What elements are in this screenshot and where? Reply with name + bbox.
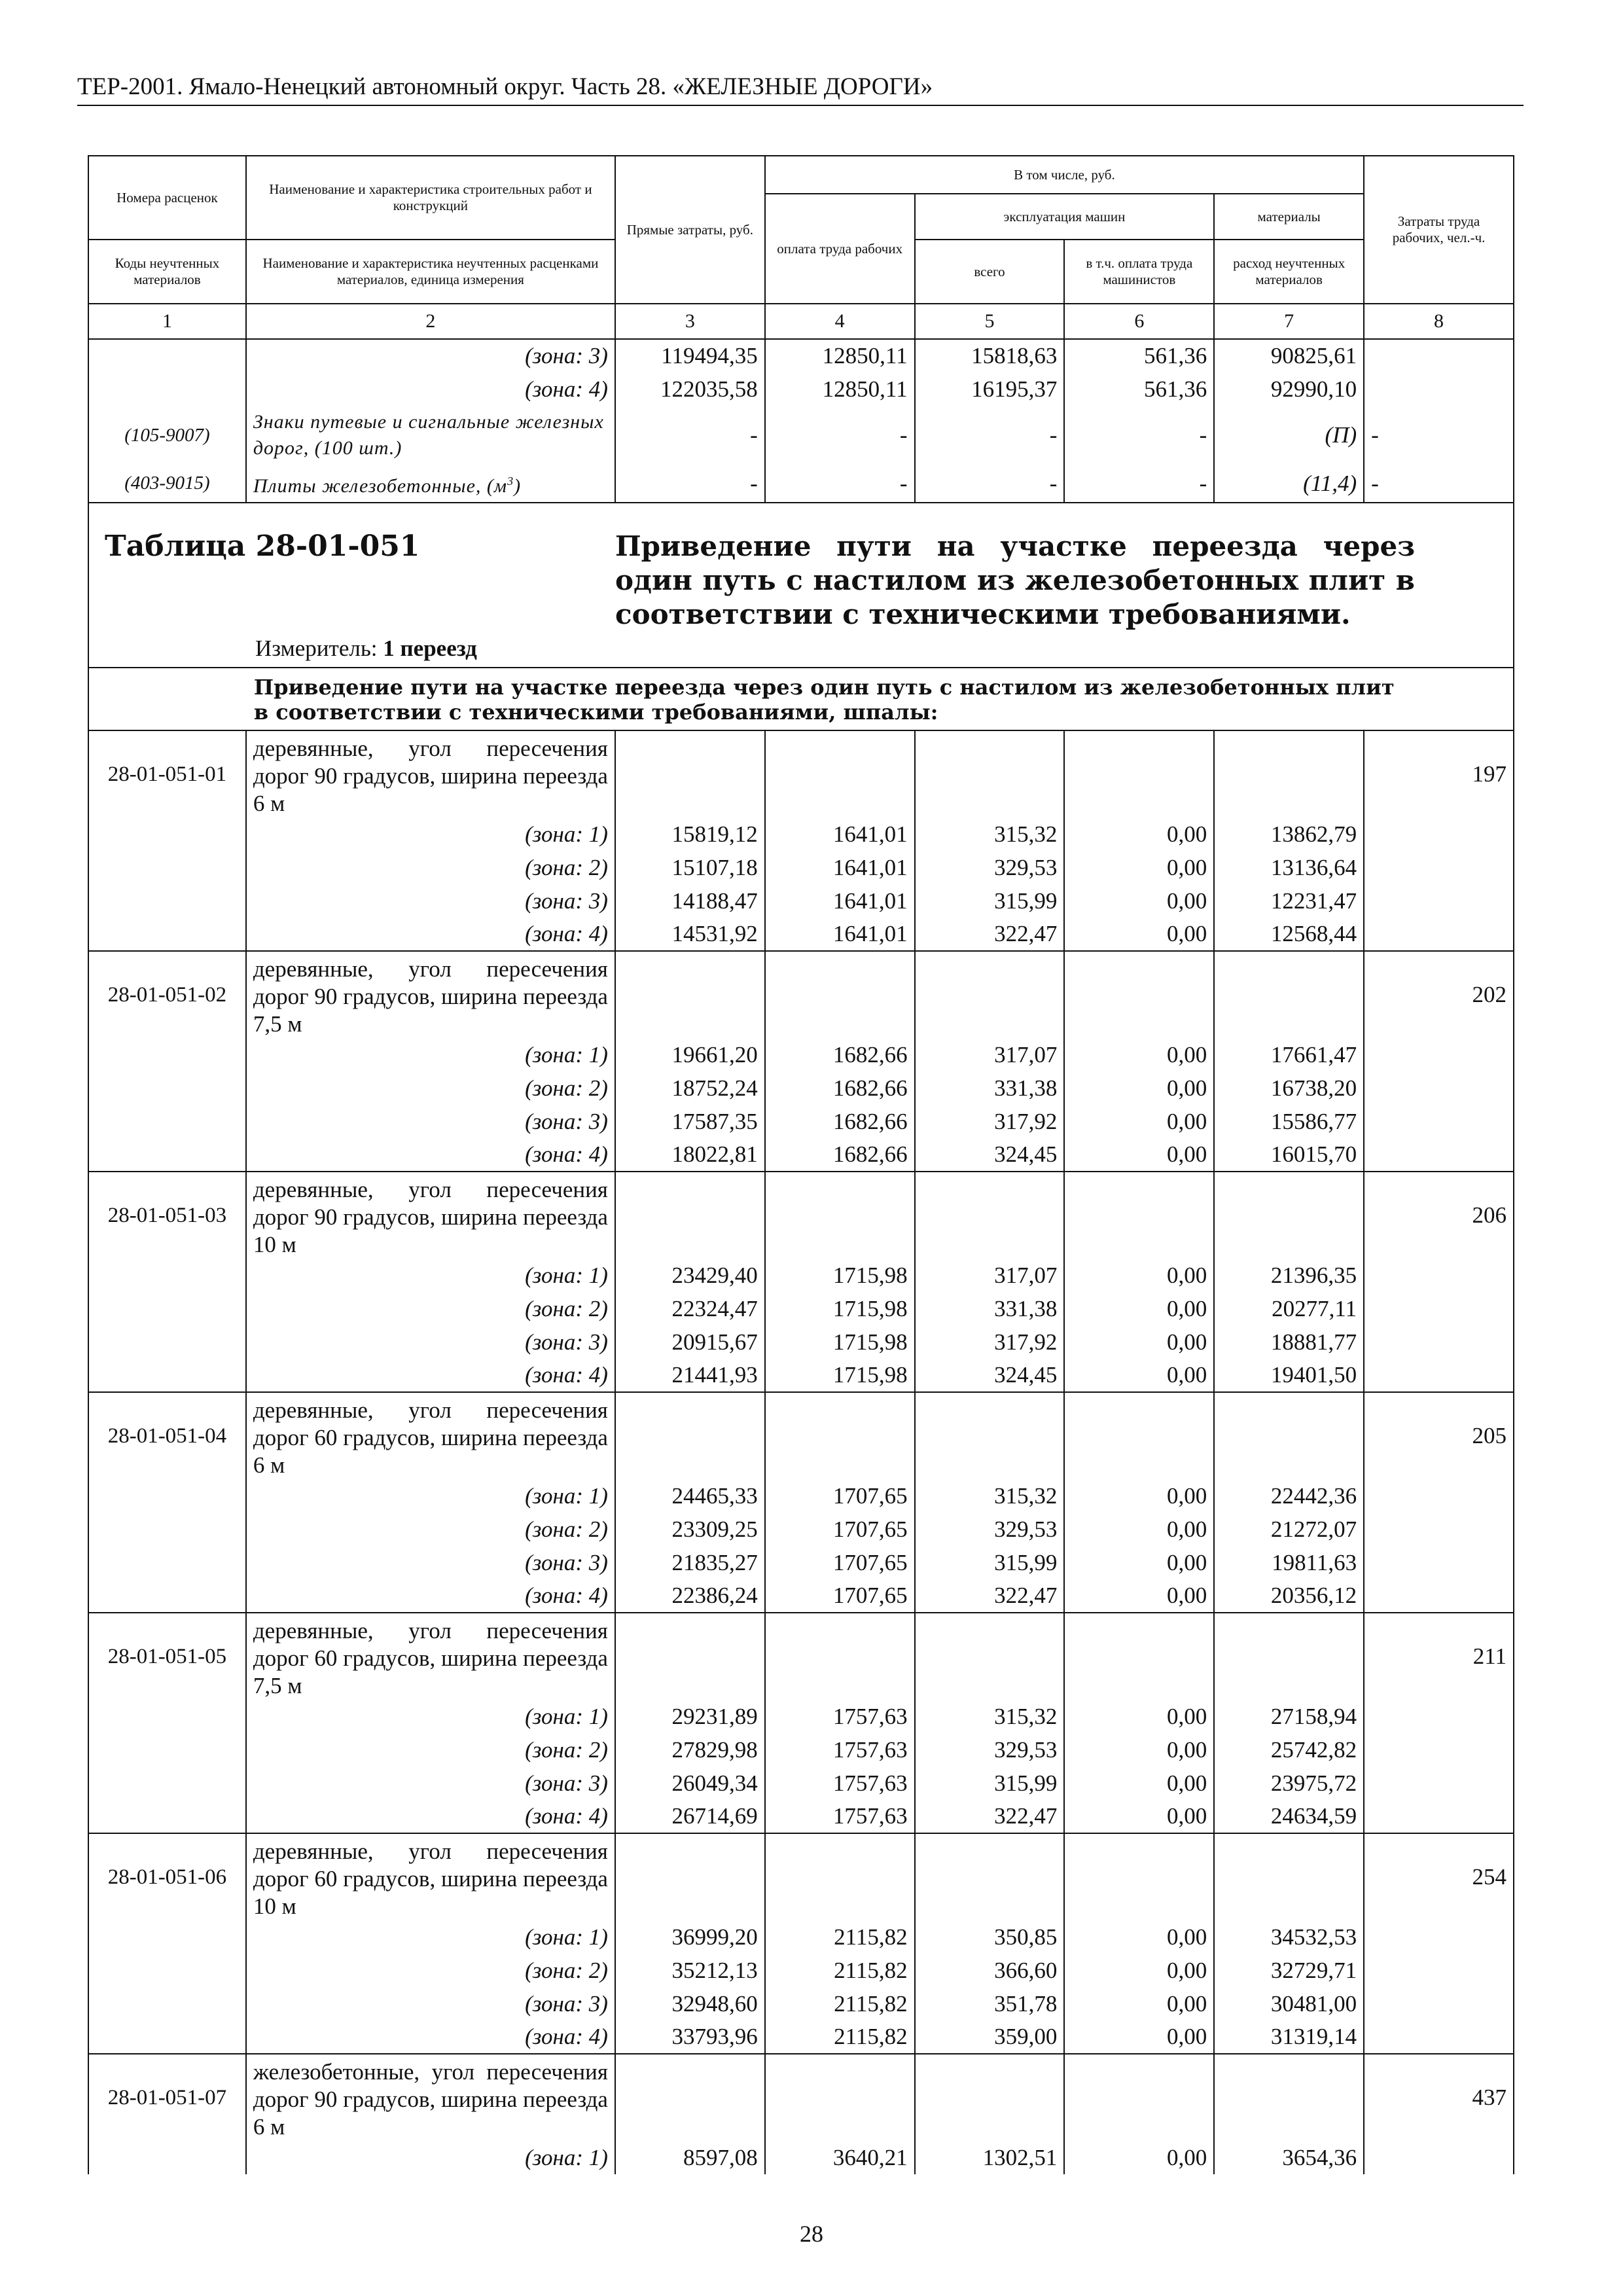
worker-pay: 1641,01 <box>765 884 915 918</box>
labor-costs: 211 <box>1364 1613 1514 1700</box>
subheading-text: Приведение пути на участке переезда через один путь с настилом из железобетонных плит в соответствии с техническими требованиями, шпалы: <box>253 675 1395 725</box>
direct-costs: 35212,13 <box>615 1954 765 1987</box>
machines-total: 329,53 <box>915 1513 1065 1546</box>
rate-description: деревянные, угол пересечения дорог 60 градусов, ширина переезда 10 м <box>246 1833 615 1920</box>
operator-pay: 0,00 <box>1064 817 1214 851</box>
column-numbers-row <box>88 304 1514 339</box>
materials-cost: 25742,82 <box>1214 1733 1364 1767</box>
material-row <box>88 465 1514 503</box>
machines-total: 331,38 <box>915 1071 1065 1105</box>
zone-row <box>88 918 1514 951</box>
zone-row <box>88 1733 1514 1767</box>
zone-label: (зона: 1) <box>246 2141 615 2174</box>
direct-costs: 119494,35 <box>615 339 765 372</box>
zone-label: (зона: 3) <box>246 1105 615 1138</box>
header-material-names: Наименование и характеристика неучтенных расценками материалов, единица измерения <box>246 240 615 304</box>
zone-row <box>88 1292 1514 1325</box>
zone-label: (зона: 2) <box>246 1071 615 1105</box>
material-name-end: ) <box>514 475 522 497</box>
operator-pay: 0,00 <box>1064 1359 1214 1392</box>
zone-label: (зона: 4) <box>246 372 615 406</box>
running-head: ТЕР-2001. Ямало-Ненецкий автономный округ. Часть 28. «ЖЕЛЕЗНЫЕ ДОРОГИ» <box>77 71 1524 106</box>
materials-cost: 30481,00 <box>1214 1987 1364 2020</box>
zone-row <box>88 1259 1514 1292</box>
machines-total: 350,85 <box>915 1920 1065 1954</box>
materials-cost: 20277,11 <box>1214 1292 1364 1325</box>
operator-pay: 0,00 <box>1064 1767 1214 1800</box>
direct-costs: 36999,20 <box>615 1920 765 1954</box>
zone-label: (зона: 4) <box>246 1359 615 1392</box>
worker-pay: 1715,98 <box>765 1359 915 1392</box>
worker-pay: 1707,65 <box>765 1579 915 1613</box>
page-number: 28 <box>800 2221 823 2247</box>
worker-pay: 1641,01 <box>765 817 915 851</box>
operator-pay: 0,00 <box>1064 1800 1214 1833</box>
operator-pay: - <box>1064 406 1214 465</box>
machines-total: 324,45 <box>915 1359 1065 1392</box>
materials-cost: 90825,61 <box>1214 339 1364 372</box>
direct-costs: 19661,20 <box>615 1038 765 1071</box>
zone-label: (зона: 2) <box>246 1954 615 1987</box>
direct-costs: - <box>615 406 765 465</box>
rate-row <box>88 1392 1514 1479</box>
zone-label: (зона: 3) <box>246 884 615 918</box>
direct-costs: 21441,93 <box>615 1359 765 1392</box>
operator-pay: 0,00 <box>1064 1920 1214 1954</box>
column-number: 5 <box>915 304 1065 339</box>
zone-row <box>88 1767 1514 1800</box>
operator-pay: 0,00 <box>1064 1479 1214 1513</box>
direct-costs: 29231,89 <box>615 1700 765 1733</box>
direct-costs: 22386,24 <box>615 1579 765 1613</box>
materials-cost: 12568,44 <box>1214 918 1364 951</box>
zone-label: (зона: 4) <box>246 2020 615 2054</box>
machines-total: 315,99 <box>915 884 1065 918</box>
labor-costs: 254 <box>1364 1833 1514 1920</box>
rate-row <box>88 951 1514 1038</box>
materials-cost: 18881,77 <box>1214 1325 1364 1359</box>
operator-pay: 0,00 <box>1064 851 1214 884</box>
rate-code: 28-01-051-04 <box>88 1392 246 1479</box>
direct-costs: 122035,58 <box>615 372 765 406</box>
zone-label: (зона: 2) <box>246 1733 615 1767</box>
worker-pay: 1682,66 <box>765 1105 915 1138</box>
machines-total: 315,32 <box>915 817 1065 851</box>
header-direct-costs: Прямые затраты, руб. <box>615 156 765 304</box>
zone-label: (зона: 3) <box>246 1767 615 1800</box>
operator-pay: 0,00 <box>1064 1105 1214 1138</box>
worker-pay: 1707,65 <box>765 1546 915 1579</box>
material-name-text: Плиты железобетонные, (м <box>253 475 508 497</box>
materials-cost: 31319,14 <box>1214 2020 1364 2054</box>
labor-costs: - <box>1364 406 1514 465</box>
machines-total: 317,92 <box>915 1105 1065 1138</box>
header-labor-costs: Затраты труда рабочих, чел.-ч. <box>1364 156 1514 304</box>
operator-pay: 0,00 <box>1064 1292 1214 1325</box>
direct-costs: 14188,47 <box>615 884 765 918</box>
machines-total: 317,07 <box>915 1259 1065 1292</box>
worker-pay: 1707,65 <box>765 1479 915 1513</box>
materials-cost: 32729,71 <box>1214 1954 1364 1987</box>
material-name <box>246 465 615 503</box>
worker-pay: 1715,98 <box>765 1259 915 1292</box>
rate-description: деревянные, угол пересечения дорог 90 градусов, ширина переезда 6 м <box>246 730 615 817</box>
machines-total: 322,47 <box>915 1579 1065 1613</box>
header-worker-pay: оплата труда рабочих <box>765 194 915 304</box>
direct-costs: 22324,47 <box>615 1292 765 1325</box>
worker-pay: 1757,63 <box>765 1800 915 1833</box>
materials-cost: 19401,50 <box>1214 1359 1364 1392</box>
labor-costs: 197 <box>1364 730 1514 817</box>
zone-label: (зона: 1) <box>246 1259 615 1292</box>
operator-pay: 0,00 <box>1064 918 1214 951</box>
header-materials: материалы <box>1214 194 1364 240</box>
direct-costs: 24465,33 <box>615 1479 765 1513</box>
zone-row <box>88 1920 1514 1954</box>
zone-row <box>88 1513 1514 1546</box>
material-row <box>88 406 1514 465</box>
rate-code: 28-01-051-02 <box>88 951 246 1038</box>
machines-total: 317,92 <box>915 1325 1065 1359</box>
machines-total: 16195,37 <box>915 372 1065 406</box>
materials-cost: 21396,35 <box>1214 1259 1364 1292</box>
worker-pay: 1707,65 <box>765 1513 915 1546</box>
direct-costs: 14531,92 <box>615 918 765 951</box>
rate-description: деревянные, угол пересечения дорог 90 градусов, ширина переезда 7,5 м <box>246 951 615 1038</box>
direct-costs: 8597,08 <box>615 2141 765 2174</box>
zone-label: (зона: 2) <box>246 1513 615 1546</box>
rate-row <box>88 1833 1514 1920</box>
zone-label: (зона: 1) <box>246 817 615 851</box>
column-number: 3 <box>615 304 765 339</box>
direct-costs: 18752,24 <box>615 1071 765 1105</box>
zone-row <box>88 1359 1514 1392</box>
zone-label: (зона: 1) <box>246 1479 615 1513</box>
machines-total: 315,32 <box>915 1479 1065 1513</box>
table-subheading <box>88 668 1514 730</box>
machines-total: 317,07 <box>915 1038 1065 1071</box>
worker-pay: 1757,63 <box>765 1767 915 1800</box>
materials-cost: 13136,64 <box>1214 851 1364 884</box>
worker-pay: 2115,82 <box>765 1954 915 1987</box>
operator-pay: 0,00 <box>1064 1954 1214 1987</box>
header-machines-total: всего <box>915 240 1065 304</box>
zone-label: (зона: 2) <box>246 1292 615 1325</box>
machines-total: - <box>915 406 1065 465</box>
zone-row <box>88 1138 1514 1172</box>
material-consumption: (11,4) <box>1214 465 1364 503</box>
zone-label: (зона: 1) <box>246 1038 615 1071</box>
zone-row <box>88 1071 1514 1105</box>
operator-pay: 0,00 <box>1064 1700 1214 1733</box>
operator-pay: 561,36 <box>1064 339 1214 372</box>
direct-costs: 32948,60 <box>615 1987 765 2020</box>
zone-row <box>88 2141 1514 2174</box>
zone-row <box>88 1546 1514 1579</box>
materials-cost: 16738,20 <box>1214 1071 1364 1105</box>
direct-costs: 23429,40 <box>615 1259 765 1292</box>
direct-costs: 15819,12 <box>615 817 765 851</box>
material-name: Знаки путевые и сигнальные железных дорог, (100 шт.) <box>246 406 615 465</box>
materials-cost: 34532,53 <box>1214 1920 1364 1954</box>
zone-row <box>88 1325 1514 1359</box>
operator-pay: 0,00 <box>1064 1733 1214 1767</box>
zone-label: (зона: 3) <box>246 1987 615 2020</box>
machines-total: 1302,51 <box>915 2141 1065 2174</box>
table-caption <box>88 503 1514 668</box>
operator-pay: 0,00 <box>1064 884 1214 918</box>
materials-cost: 20356,12 <box>1214 1579 1364 1613</box>
column-number: 6 <box>1064 304 1214 339</box>
worker-pay: 1715,98 <box>765 1325 915 1359</box>
labor-costs: 206 <box>1364 1172 1514 1259</box>
column-number: 7 <box>1214 304 1364 339</box>
header-work-name: Наименование и характеристика строительных работ и конструкций <box>246 156 615 240</box>
material-code: (105-9007) <box>88 406 246 465</box>
rate-row <box>88 730 1514 817</box>
direct-costs: 33793,96 <box>615 2020 765 2054</box>
machines-total: 15818,63 <box>915 339 1065 372</box>
zone-row <box>88 2020 1514 2054</box>
rate-code: 28-01-051-01 <box>88 730 246 817</box>
column-number: 1 <box>88 304 246 339</box>
rate-row <box>88 2054 1514 2141</box>
machines-total: 315,99 <box>915 1546 1065 1579</box>
rate-row <box>88 1613 1514 1700</box>
table-title: Таблица 28-01-051 <box>105 529 420 563</box>
header-unaccounted-materials: расход неучтенных материалов <box>1214 240 1364 304</box>
machines-total: 351,78 <box>915 1987 1065 2020</box>
worker-pay: 12850,11 <box>765 372 915 406</box>
machines-total: 329,53 <box>915 851 1065 884</box>
worker-pay: 2115,82 <box>765 1920 915 1954</box>
zone-row <box>88 1954 1514 1987</box>
column-number: 4 <box>765 304 915 339</box>
worker-pay: 12850,11 <box>765 339 915 372</box>
worker-pay: 1641,01 <box>765 851 915 884</box>
header-operator-pay: в т.ч. оплата труда машинистов <box>1064 240 1214 304</box>
direct-costs: 15107,18 <box>615 851 765 884</box>
header-material-codes: Коды неучтенных материалов <box>88 240 246 304</box>
carryover-zone-row <box>88 339 1514 372</box>
unit-value: 1 переезд <box>383 636 477 661</box>
zone-label: (зона: 3) <box>246 1546 615 1579</box>
operator-pay: 0,00 <box>1064 1259 1214 1292</box>
zone-label: (зона: 4) <box>246 1138 615 1172</box>
operator-pay: 0,00 <box>1064 1138 1214 1172</box>
rate-description: железобетонные, угол пересечения дорог 90 градусов, ширина переезда 6 м <box>246 2054 615 2141</box>
rate-row <box>88 1172 1514 1259</box>
zone-label: (зона: 3) <box>246 1325 615 1359</box>
direct-costs: 17587,35 <box>615 1105 765 1138</box>
zone-row <box>88 1479 1514 1513</box>
direct-costs: 23309,25 <box>615 1513 765 1546</box>
machines-total: 315,99 <box>915 1767 1065 1800</box>
rate-description: деревянные, угол пересечения дорог 60 градусов, ширина переезда 7,5 м <box>246 1613 615 1700</box>
labor-costs: - <box>1364 465 1514 503</box>
zone-label: (зона: 4) <box>246 918 615 951</box>
materials-cost: 24634,59 <box>1214 1800 1364 1833</box>
zone-row <box>88 1700 1514 1733</box>
zone-label: (зона: 3) <box>246 339 615 372</box>
worker-pay: 2115,82 <box>765 2020 915 2054</box>
direct-costs: 27829,98 <box>615 1733 765 1767</box>
worker-pay: 1682,66 <box>765 1138 915 1172</box>
materials-cost: 19811,63 <box>1214 1546 1364 1579</box>
rate-code: 28-01-051-03 <box>88 1172 246 1259</box>
materials-cost: 3654,36 <box>1214 2141 1364 2174</box>
header-including: В том числе, руб. <box>765 156 1364 194</box>
operator-pay: 0,00 <box>1064 1038 1214 1071</box>
machines-total: 329,53 <box>915 1733 1065 1767</box>
zone-row <box>88 1579 1514 1613</box>
worker-pay: - <box>765 465 915 503</box>
operator-pay: 0,00 <box>1064 1987 1214 2020</box>
zone-row <box>88 817 1514 851</box>
worker-pay: - <box>765 406 915 465</box>
column-number: 8 <box>1364 304 1514 339</box>
zone-row <box>88 1800 1514 1833</box>
material-consumption: (П) <box>1214 406 1364 465</box>
direct-costs: 21835,27 <box>615 1546 765 1579</box>
operator-pay: 0,00 <box>1064 2020 1214 2054</box>
materials-cost: 15586,77 <box>1214 1105 1364 1138</box>
worker-pay: 1682,66 <box>765 1071 915 1105</box>
operator-pay: 0,00 <box>1064 1546 1214 1579</box>
price-table <box>88 155 1514 2174</box>
labor-costs: 437 <box>1364 2054 1514 2141</box>
operator-pay: 561,36 <box>1064 372 1214 406</box>
rate-code: 28-01-051-06 <box>88 1833 246 1920</box>
machines-total: - <box>915 465 1065 503</box>
worker-pay: 2115,82 <box>765 1987 915 2020</box>
zone-label: (зона: 1) <box>246 1920 615 1954</box>
machines-total: 331,38 <box>915 1292 1065 1325</box>
materials-cost: 12231,47 <box>1214 884 1364 918</box>
column-number: 2 <box>246 304 615 339</box>
zone-row <box>88 1987 1514 2020</box>
materials-cost: 16015,70 <box>1214 1138 1364 1172</box>
zone-label: (зона: 1) <box>246 1700 615 1733</box>
machines-total: 322,47 <box>915 1800 1065 1833</box>
machines-total: 324,45 <box>915 1138 1065 1172</box>
rate-description: деревянные, угол пересечения дорог 90 градусов, ширина переезда 10 м <box>246 1172 615 1259</box>
machines-total: 359,00 <box>915 2020 1065 2054</box>
zone-row <box>88 851 1514 884</box>
rate-description: деревянные, угол пересечения дорог 60 градусов, ширина переезда 6 м <box>246 1392 615 1479</box>
rate-code: 28-01-051-05 <box>88 1613 246 1700</box>
labor-costs: 202 <box>1364 951 1514 1038</box>
direct-costs: 26049,34 <box>615 1767 765 1800</box>
zone-label: (зона: 2) <box>246 851 615 884</box>
materials-cost: 17661,47 <box>1214 1038 1364 1071</box>
measurement-unit <box>255 636 477 662</box>
worker-pay: 1715,98 <box>765 1292 915 1325</box>
zone-label: (зона: 4) <box>246 1800 615 1833</box>
operator-pay: 0,00 <box>1064 1071 1214 1105</box>
materials-cost: 13862,79 <box>1214 817 1364 851</box>
materials-cost: 21272,07 <box>1214 1513 1364 1546</box>
operator-pay: 0,00 <box>1064 1325 1214 1359</box>
operator-pay: - <box>1064 465 1214 503</box>
machines-total: 315,32 <box>915 1700 1065 1733</box>
header-machines: эксплуатация машин <box>915 194 1215 240</box>
unit-label: Измеритель: <box>255 636 383 661</box>
worker-pay: 1682,66 <box>765 1038 915 1071</box>
worker-pay: 3640,21 <box>765 2141 915 2174</box>
direct-costs: 20915,67 <box>615 1325 765 1359</box>
labor-costs: 205 <box>1364 1392 1514 1479</box>
worker-pay: 1757,63 <box>765 1700 915 1733</box>
material-code: (403-9015) <box>88 465 246 503</box>
operator-pay: 0,00 <box>1064 2141 1214 2174</box>
materials-cost: 22442,36 <box>1214 1479 1364 1513</box>
direct-costs: 18022,81 <box>615 1138 765 1172</box>
zone-row <box>88 884 1514 918</box>
table-description: Приведение пути на участке переезда через один путь с настилом из железобетонных плит в соответствии с техническими требованиями. <box>615 530 1415 630</box>
zone-row <box>88 1038 1514 1071</box>
header-rate-numbers: Номера расценок <box>88 156 246 240</box>
machines-total: 366,60 <box>915 1954 1065 1987</box>
material-name-sup: 3 <box>507 474 514 488</box>
operator-pay: 0,00 <box>1064 1513 1214 1546</box>
materials-cost: 92990,10 <box>1214 372 1364 406</box>
zone-row <box>88 1105 1514 1138</box>
materials-cost: 27158,94 <box>1214 1700 1364 1733</box>
materials-cost: 23975,72 <box>1214 1767 1364 1800</box>
direct-costs: - <box>615 465 765 503</box>
machines-total: 322,47 <box>915 918 1065 951</box>
carryover-zone-row <box>88 372 1514 406</box>
operator-pay: 0,00 <box>1064 1579 1214 1613</box>
rate-code: 28-01-051-07 <box>88 2054 246 2141</box>
worker-pay: 1641,01 <box>765 918 915 951</box>
zone-label: (зона: 4) <box>246 1579 615 1613</box>
worker-pay: 1757,63 <box>765 1733 915 1767</box>
direct-costs: 26714,69 <box>615 1800 765 1833</box>
